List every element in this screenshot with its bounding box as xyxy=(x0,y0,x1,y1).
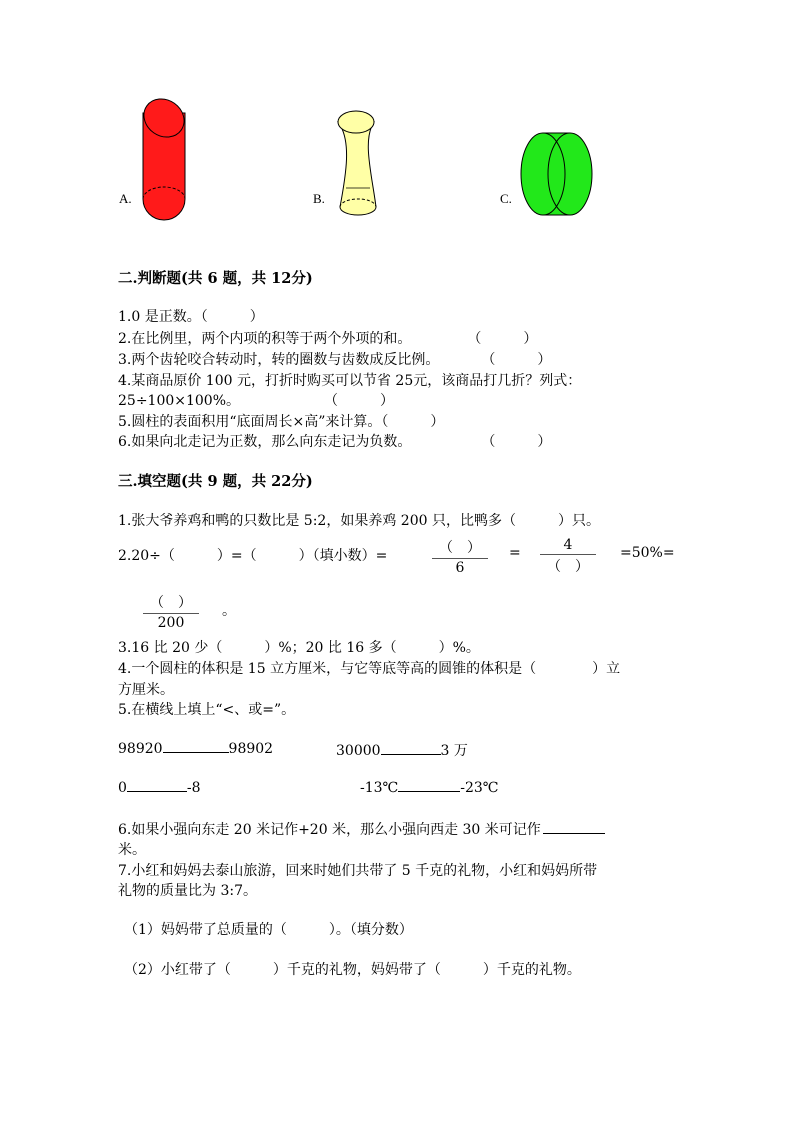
compare-2-right: 3 万 xyxy=(440,743,468,759)
option-c-label: C. xyxy=(500,191,512,206)
judge-item-3: 3.两个齿轮咬合转动时，转的圈数与齿数成反比例。 （ ） xyxy=(118,352,552,368)
compare-1-right: 98902 xyxy=(228,741,274,757)
fill-q2-end: 。 xyxy=(222,603,236,619)
compare-2-blank xyxy=(381,742,441,755)
compare-1 xyxy=(118,740,273,757)
fraction-3 xyxy=(143,592,199,631)
compare-3-left: 0 xyxy=(118,780,127,796)
fill-q2-eq: = xyxy=(509,545,521,561)
judge-item-4a: 4.某商品原价 100 元，打折时购买可以节省 25元，该商品打几折？列式： xyxy=(118,373,582,389)
compare-1-left: 98920 xyxy=(118,741,163,757)
option-b-hourglass xyxy=(338,111,376,215)
fill-q6-text: 6.如果小强向东走 20 米记作+20 米，那么小强向西走 30 米可记作 xyxy=(118,822,541,838)
compare-4 xyxy=(360,779,498,796)
compare-3 xyxy=(118,779,201,796)
fraction-3-num: （ ） xyxy=(150,595,192,611)
fraction-1-den: 6 xyxy=(455,560,465,576)
option-c-cylinder xyxy=(521,133,592,215)
fraction-2 xyxy=(540,537,596,576)
judge-item-2: 2.在比例里，两个内项的积等于两个外项的和。 （ ） xyxy=(118,331,538,347)
fill-q7b: 礼物的质量比为 3:7。 xyxy=(118,883,257,899)
judge-item-1: 1.0 是正数。（ ） xyxy=(118,309,264,325)
judge-item-6: 6.如果向北走记为正数，那么向东走记为负数。 （ ） xyxy=(118,434,552,450)
fill-q6 xyxy=(118,819,605,839)
fraction-2-den: （ ） xyxy=(547,559,589,575)
fill-q7a: 7.小红和妈妈去泰山旅游，回来时她们共带了 5 千克的礼物，小红和妈妈所带 xyxy=(118,863,598,879)
judge-item-4b: 25÷100×100%。 （ ） xyxy=(118,393,395,409)
compare-3-right: -8 xyxy=(186,780,201,796)
compare-4-right: -23℃ xyxy=(460,780,499,796)
compare-4-left: -13℃ xyxy=(360,780,399,796)
fraction-2-num: 4 xyxy=(563,537,573,553)
fill-q6b: 米。 xyxy=(118,842,146,858)
fill-q7-1: （1）妈妈带了总质量的（ ）。（填分数） xyxy=(124,922,413,938)
compare-3-blank xyxy=(127,779,187,792)
fill-q4b: 方厘米。 xyxy=(118,682,174,698)
fraction-1-num: （ ） xyxy=(439,540,481,556)
fill-q4a: 4.一个圆柱的体积是 15 立方厘米，与它等底等高的圆锥的体积是（ ）立 xyxy=(118,661,621,677)
fill-q2-text: 2.20÷（ ）=（ ）（填小数）= xyxy=(118,548,388,564)
fill-q1: 1.张大爷养鸡和鸭的只数比是 5:2，如果养鸡 200 只，比鸭多（ ）只。 xyxy=(118,513,600,529)
fill-q5: 5.在横线上填上“<、或=”。 xyxy=(118,702,296,718)
section3-heading: 三.填空题(共 9 题，共 22分) xyxy=(118,473,313,490)
fill-q3: 3.16 比 20 少（ ）%；20 比 16 多（ ）%。 xyxy=(118,640,480,656)
option-b-label: B. xyxy=(313,191,325,206)
option-a-cylinder xyxy=(136,91,191,220)
fill-q2-tail: =50%= xyxy=(620,545,675,561)
fraction-1 xyxy=(432,537,488,576)
fill-q6-blank xyxy=(543,821,605,834)
option-a-label: A. xyxy=(119,191,132,206)
compare-1-blank xyxy=(163,740,229,753)
section2-heading: 二.判断题(共 6 题，共 12分) xyxy=(118,270,313,287)
compare-2 xyxy=(336,740,468,760)
judge-item-5: 5.圆柱的表面积用“底面周长×高”来计算。（ ） xyxy=(118,414,445,430)
compare-2-left: 30000 xyxy=(336,743,381,759)
fraction-3-den: 200 xyxy=(157,615,185,631)
fill-q7-2: （2）小红带了（ ）千克的礼物，妈妈带了（ ）千克的礼物。 xyxy=(124,962,581,978)
compare-4-blank xyxy=(398,779,460,792)
